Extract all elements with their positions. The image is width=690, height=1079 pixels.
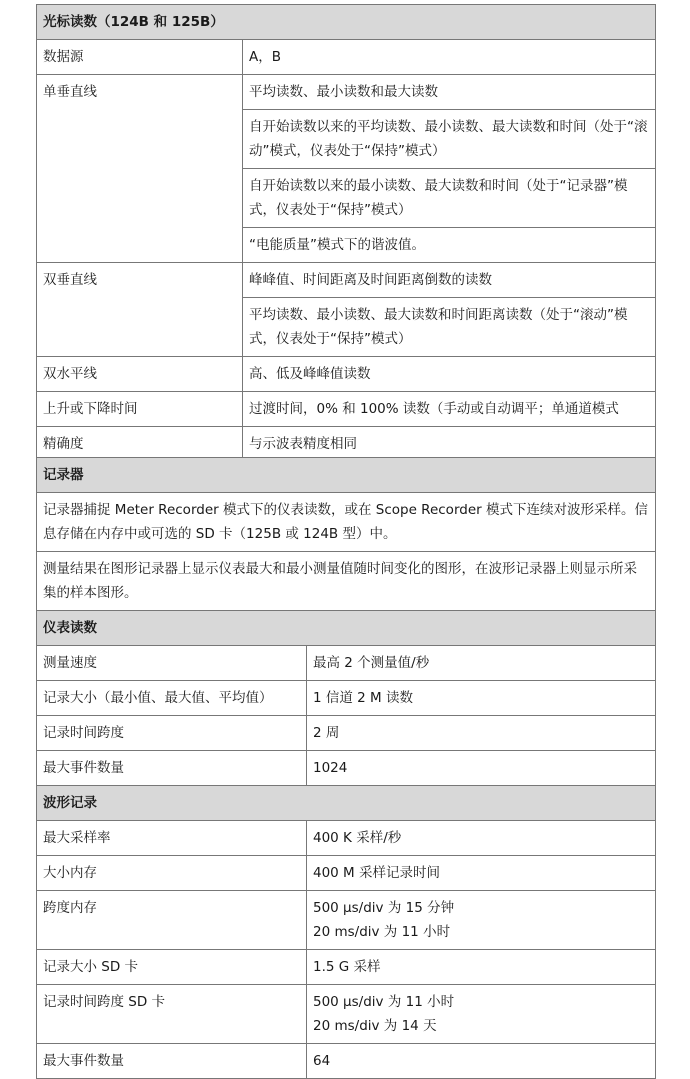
recorder-table: [36, 457, 656, 1079]
row-label-accuracy: 精确度: [37, 427, 243, 462]
wave-value-sd-span-line1: 500 μs/div 为 11 小时: [313, 994, 455, 1010]
wave-label-max-events: 最大事件数量: [37, 1044, 307, 1079]
meter-label-record-size: 记录大小（最小值、最大值、平均值）: [37, 681, 307, 716]
meter-value-time-span: 2 周: [307, 716, 656, 751]
meter-label-max-events: 最大事件数量: [37, 751, 307, 786]
row-label-single-vertical: 单垂直线: [37, 75, 243, 263]
meter-value-record-size: 1 信道 2 M 读数: [307, 681, 656, 716]
cursor-readings-table: [36, 4, 656, 462]
row-value-rise-fall: 过渡时间，0% 和 100% 读数（手动或自动调平；单通道模式: [243, 392, 656, 427]
wave-label-span-memory: 跨度内存: [37, 891, 307, 950]
meter-label-time-span: 记录时间跨度: [37, 716, 307, 751]
row-value-dual-horizontal: 高、低及峰峰值读数: [243, 357, 656, 392]
wave-value-span-memory-line1: 500 μs/div 为 15 分钟: [313, 900, 455, 916]
meter-value-speed: 最高 2 个测量值/秒: [307, 646, 656, 681]
wave-label-sd-span: 记录时间跨度 SD 卡: [37, 985, 307, 1044]
wave-value-sd-span-line2: 20 ms/div 为 14 天: [313, 1018, 437, 1034]
row-label-dual-horizontal: 双水平线: [37, 357, 243, 392]
row-value-accuracy: 与示波表精度相同: [243, 427, 656, 462]
row-label-rise-fall: 上升或下降时间: [37, 392, 243, 427]
meter-label-speed: 测量速度: [37, 646, 307, 681]
row-value-source: A，B: [243, 40, 656, 75]
wave-label-sample-rate: 最大采样率: [37, 821, 307, 856]
wave-section-title: 波形记录: [37, 786, 656, 821]
recorder-table-title: 记录器: [37, 458, 656, 493]
recorder-display-description: 测量结果在图形记录器上显示仪表最大和最小测量值随时间变化的图形，在波形记录器上则显示所采集的样本图形。: [37, 552, 656, 611]
row-value-single-vertical-4: “电能质量”模式下的谐波值。: [243, 228, 656, 263]
wave-value-span-memory-line2: 20 ms/div 为 11 小时: [313, 924, 451, 940]
wave-value-sd-span: [307, 985, 656, 1044]
wave-label-sd-size: 记录大小 SD 卡: [37, 950, 307, 985]
meter-section-title: 仪表读数: [37, 611, 656, 646]
cursor-table-title: 光标读数（124B 和 125B）: [37, 5, 656, 40]
wave-value-span-memory: [307, 891, 656, 950]
row-value-dual-vertical-1: 峰峰值、时间距离及时间距离倒数的读数: [243, 263, 656, 298]
wave-value-sd-size: 1.5 G 采样: [307, 950, 656, 985]
wave-value-max-events: 64: [307, 1044, 656, 1079]
wave-value-memory-size: 400 M 采样记录时间: [307, 856, 656, 891]
row-label-dual-vertical: 双垂直线: [37, 263, 243, 357]
wave-value-sample-rate: 400 K 采样/秒: [307, 821, 656, 856]
row-value-dual-vertical-2: 平均读数、最小读数、最大读数和时间距离读数（处于“滚动”模式，仪表处于“保持”模式）: [243, 298, 656, 357]
row-value-single-vertical-1: 平均读数、最小读数和最大读数: [243, 75, 656, 110]
row-value-single-vertical-3: 自开始读数以来的最小读数、最大读数和时间（处于“记录器”模式，仪表处于“保持”模式）: [243, 169, 656, 228]
wave-label-memory-size: 大小内存: [37, 856, 307, 891]
row-label-source: 数据源: [37, 40, 243, 75]
recorder-description: 记录器捕捉 Meter Recorder 模式下的仪表读数，或在 Scope Recorder 模式下连续对波形采样。信息存储在内存中或可选的 SD 卡（125B 或 124B 型）中。: [37, 493, 656, 552]
row-value-single-vertical-2: 自开始读数以来的平均读数、最小读数、最大读数和时间（处于“滚动”模式，仪表处于“保持”模式）: [243, 110, 656, 169]
meter-value-max-events: 1024: [307, 751, 656, 786]
